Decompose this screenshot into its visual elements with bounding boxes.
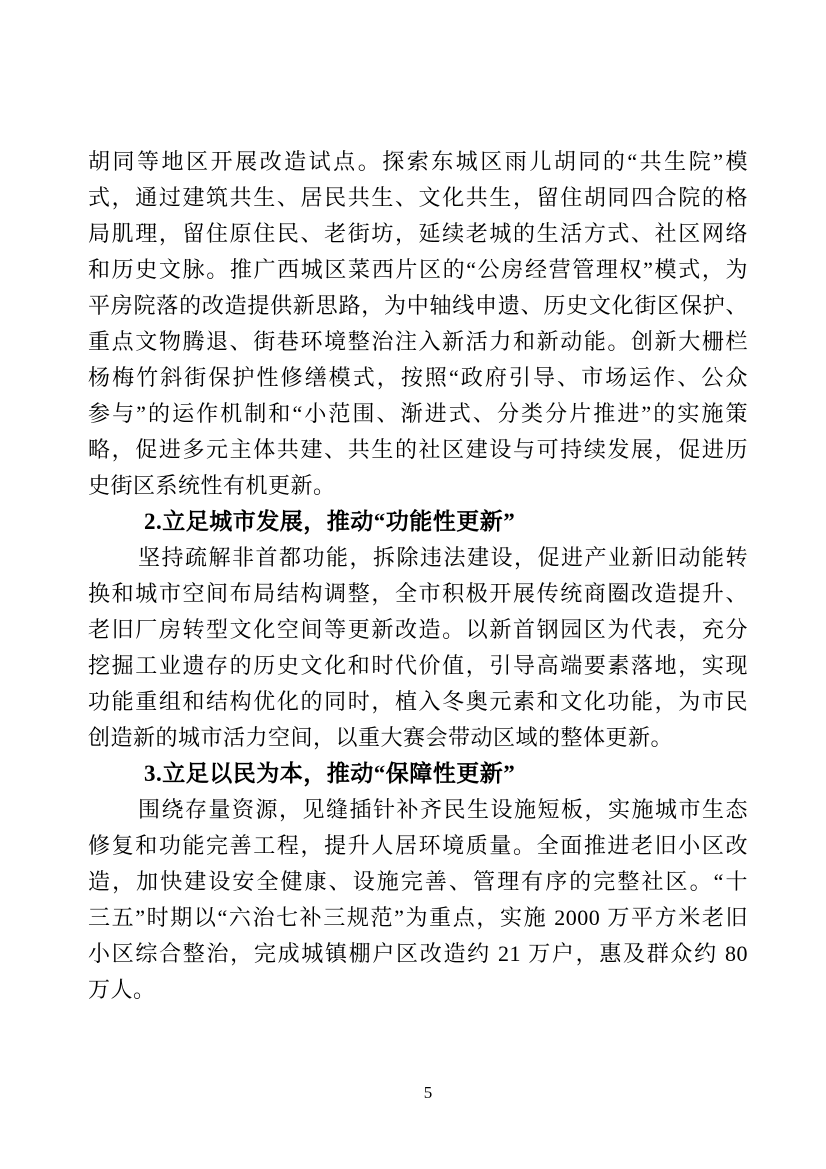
text-line: 平房院落的改造提供新思路，为中轴线申遗、历史文化街区保护、	[88, 293, 748, 318]
text-line: 局肌理，留住原住民、老街坊，延续老城的生活方式、社区网络	[88, 221, 748, 246]
section-3-paragraph	[88, 792, 748, 1008]
text-line: 万人。	[88, 977, 156, 1002]
text-line: 略，促进多元主体共建、共生的社区建设与可持续发展，促进历	[88, 437, 748, 462]
text-line: 式，通过建筑共生、居民共生、文化共生，留住胡同四合院的格	[88, 185, 748, 210]
text-line: 老旧厂房转型文化空间等更新改造。以新首钢园区为代表，充分	[88, 617, 748, 642]
text-line: 造，加快建设安全健康、设施完善、管理有序的完整社区。“十	[88, 869, 748, 894]
text-line: 史街区系统性有机更新。	[88, 473, 336, 498]
page-number: 5	[423, 1083, 433, 1102]
text-line: 三五”时期以“六治七补三规范”为重点，实施 2000 万平方米老旧	[88, 905, 748, 930]
page-footer	[98, 1083, 758, 1103]
text-line: 围绕存量资源，见缝插针补齐民生设施短板，实施城市生态	[138, 797, 748, 822]
text-line: 和历史文脉。推广西城区菜西片区的“公房经营管理权”模式，为	[88, 257, 748, 282]
paragraph-continuation	[88, 144, 748, 504]
document-body	[88, 144, 748, 1008]
text-line: 换和城市空间布局结构调整，全市积极开展传统商圈改造提升、	[88, 581, 748, 606]
text-line: 坚持疏解非首都功能，拆除违法建设，促进产业新旧动能转	[138, 545, 748, 570]
text-line: 挖掘工业遗存的历史文化和时代价值，引导高端要素落地，实现	[88, 653, 748, 678]
text-line: 修复和功能完善工程，提升人居环境质量。全面推进老旧小区改	[88, 833, 748, 858]
section-2-paragraph	[88, 540, 748, 756]
text-line: 参与”的运作机制和“小范围、渐进式、分类分片推进”的实施策	[88, 401, 748, 426]
text-line: 功能重组和结构优化的同时，植入冬奥元素和文化功能，为市民	[88, 689, 748, 714]
section-3-heading: 3.立足以民为本，推动“保障性更新”	[144, 761, 516, 786]
text-line: 创造新的城市活力空间，以重大赛会带动区域的整体更新。	[88, 725, 674, 750]
text-line: 重点文物腾退、街巷环境整治注入新活力和新动能。创新大栅栏	[88, 329, 748, 354]
text-line: 胡同等地区开展改造试点。探索东城区雨儿胡同的“共生院”模	[88, 149, 749, 174]
section-2-heading: 2.立足城市发展，推动“功能性更新”	[144, 509, 516, 534]
text-line: 杨梅竹斜街保护性修缮模式，按照“政府引导、市场运作、公众	[88, 365, 748, 390]
text-line: 小区综合整治，完成城镇棚户区改造约 21 万户，惠及群众约 80	[88, 941, 748, 966]
